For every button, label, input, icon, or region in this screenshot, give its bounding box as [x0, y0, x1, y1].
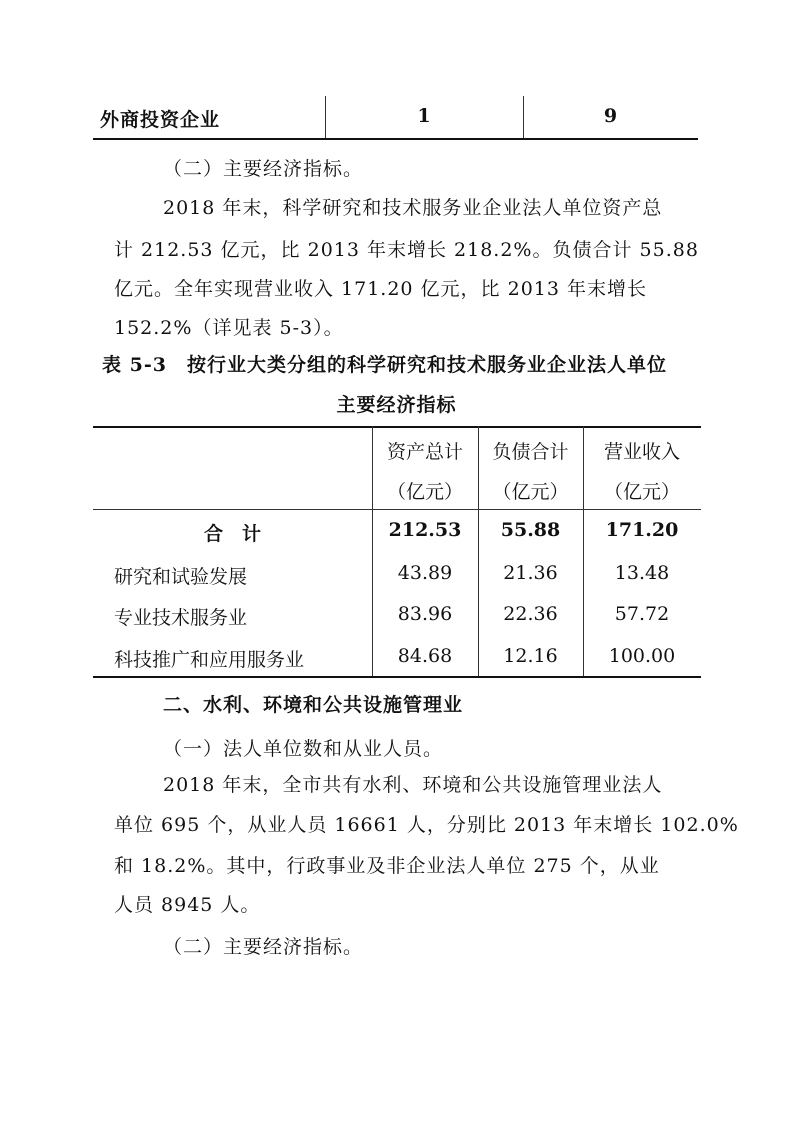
paragraph-line: 计 212.53 亿元，比 2013 年末增长 218.2%。负债合计 55.88 — [114, 239, 699, 261]
table-cell: 12.16 — [503, 645, 558, 667]
paragraph-line: 人员 8945 人。 — [114, 894, 261, 916]
top-table-col2: 9 — [603, 105, 618, 127]
table-caption-continued: 主要经济指标 — [336, 394, 457, 416]
paragraph-line: 单位 695 个，从业人员 16661 人，分别比 2013 年末增长 102.0% — [114, 814, 739, 836]
section-heading-water-environment: 二、水利、环境和公共设施管理业 — [163, 694, 464, 716]
table-cell: 57.72 — [614, 603, 670, 625]
header-revenue-unit: （亿元） — [603, 481, 680, 503]
table-row-label: 专业技术服务业 — [114, 607, 248, 629]
subsection-heading: （二）主要经济指标。 — [163, 936, 364, 958]
table-caption: 表 5-3 按行业大类分组的科学研究和技术服务业企业法人单位 — [102, 354, 667, 376]
table-cell: 21.36 — [503, 562, 558, 584]
table-cell: 84.68 — [397, 645, 453, 667]
total-row-label: 合 计 — [203, 523, 261, 545]
header-assets: 资产总计 — [386, 441, 463, 463]
header-revenue: 营业收入 — [603, 441, 680, 463]
subsection-heading: （一）法人单位数和从业人员。 — [163, 738, 444, 760]
section-heading-economic-indicators: （二）主要经济指标。 — [163, 158, 364, 180]
top-table-bottom-rule — [93, 138, 698, 140]
table-cell: 83.96 — [397, 603, 453, 625]
top-table-row-label: 外商投资企业 — [100, 109, 221, 131]
total-assets: 212.53 — [388, 519, 462, 541]
header-liabilities: 负债合计 — [492, 441, 569, 463]
total-liabilities: 55.88 — [500, 519, 561, 541]
header-assets-unit: （亿元） — [386, 481, 463, 503]
paragraph-line: 2018 年末，全市共有水利、环境和公共设施管理业法人 — [163, 774, 663, 796]
table-cell: 100.00 — [608, 645, 676, 667]
header-liabilities-unit: （亿元） — [492, 481, 569, 503]
paragraph-line: 152.2%（详见表 5-3）。 — [114, 317, 344, 339]
paragraph-line: 亿元。全年实现营业收入 171.20 亿元，比 2013 年末增长 — [114, 278, 647, 300]
table-row-label: 科技推广和应用服务业 — [114, 649, 305, 671]
table-header-rule — [93, 509, 701, 510]
top-table-col1: 1 — [417, 105, 431, 127]
paragraph-line: 2018 年末，科学研究和技术服务业企业法人单位资产总 — [163, 197, 663, 219]
paragraph-line: 和 18.2%。其中，行政事业及非企业法人单位 275 个，从业 — [114, 855, 660, 877]
total-revenue: 171.20 — [605, 519, 679, 541]
table-top-rule — [93, 426, 701, 428]
table-cell: 43.89 — [397, 562, 453, 584]
table-cell: 13.48 — [614, 562, 670, 584]
table-cell: 22.36 — [503, 603, 558, 625]
table-bottom-rule — [93, 676, 701, 678]
table-row-label: 研究和试验发展 — [114, 566, 248, 588]
